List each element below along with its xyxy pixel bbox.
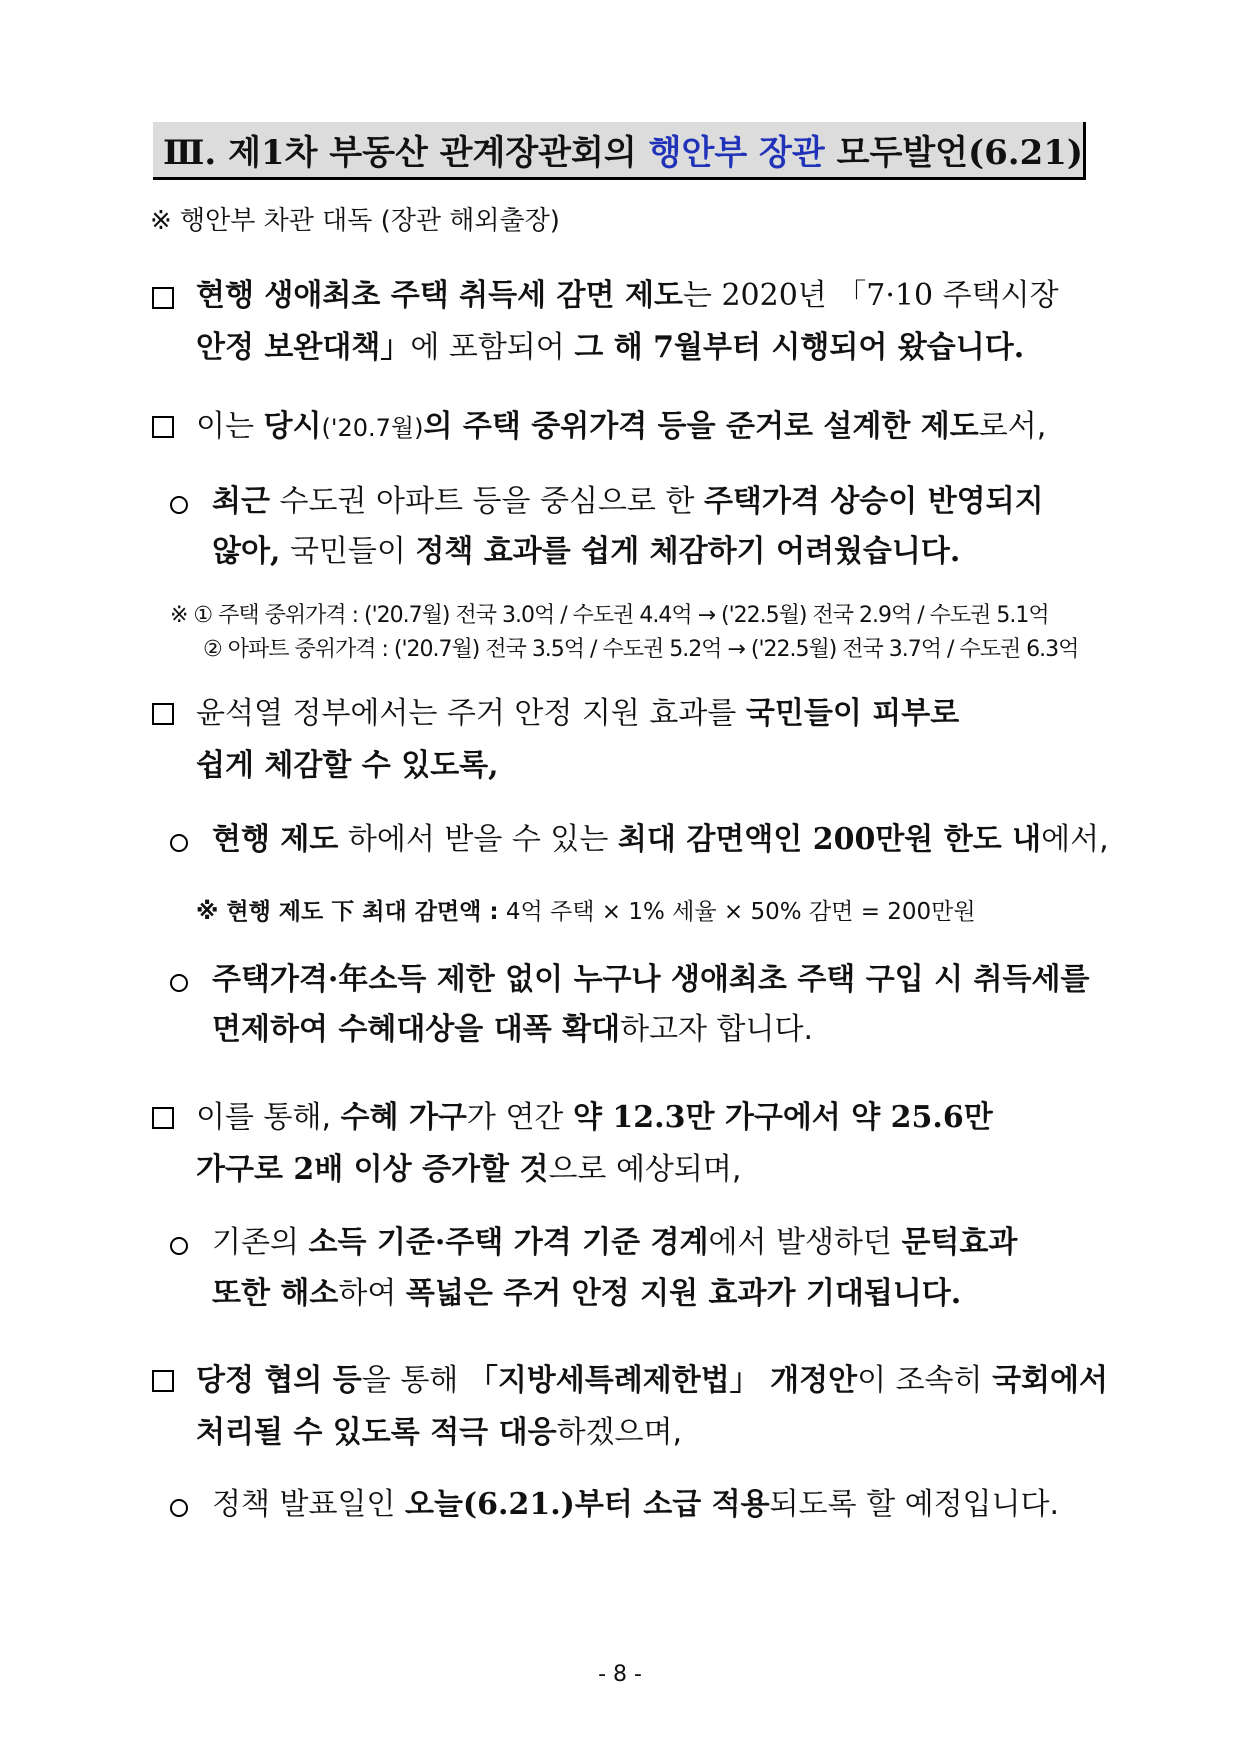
para4-text-2: 가 연간: [466, 1100, 564, 1135]
para3-sub1-text-2: 에서,: [1041, 822, 1109, 857]
para2-sub-text: 수도권 아파트 등을 중심으로 한: [279, 484, 695, 519]
para1-line1: [196, 272, 1059, 320]
para4-sub-bold-4: 폭넓은 주거 안정 지원 효과가 기대됩니다.: [405, 1276, 962, 1311]
para3-sub2-bold: 주택가격·年소득 제한 없이 누구나 생애최초 주택 구입 시 취득세를: [212, 962, 1090, 997]
circle-bullet-icon: [170, 496, 188, 514]
para2-bold-2: 의 주택 중위가격 등을 준거로 설계한 제도: [423, 409, 979, 444]
circle-bullet-icon: [170, 974, 188, 992]
para4-text: 이를 통해,: [196, 1100, 331, 1135]
para2-sub-bold-3: 않아,: [212, 534, 281, 569]
para2-text-2: 로서,: [978, 409, 1047, 444]
checkbox-bullet-icon: [152, 1370, 174, 1392]
para5-bold: 당정 협의 등: [196, 1363, 362, 1398]
para5-sub-text: 정책 발표일인: [212, 1487, 396, 1522]
para4-text-3: 으로 예상되며,: [548, 1152, 742, 1187]
para5-sub-bold: 오늘(6.21.)부터 소급 적용: [404, 1487, 770, 1522]
section-title: [153, 122, 1086, 180]
para4-sub-bold-3: 또한 해소: [212, 1276, 339, 1311]
page-number: - 8 -: [598, 1662, 642, 1687]
para5-sub-line: [212, 1481, 1059, 1529]
checkbox-bullet-icon: [152, 703, 174, 725]
para5-text-3: 하겠으며,: [556, 1415, 683, 1450]
para3-text: 윤석열 정부에서는 주거 안정 지원 효과를: [196, 696, 737, 731]
para4-line2: [196, 1146, 741, 1194]
para3-line2: [196, 742, 499, 790]
para5-bold-2: 「지방세특례제한법」 개정안: [467, 1363, 858, 1398]
para3-line1: [196, 690, 959, 738]
para4-line1: [196, 1094, 993, 1142]
substitute-note: ※ 행안부 차관 대독 (장관 해외출장): [150, 206, 560, 236]
circle-bullet-icon: [170, 834, 188, 852]
para2-bold: 당시: [263, 409, 322, 444]
para4-bold-3: 가구로 2배 이상 증가할 것: [196, 1152, 549, 1187]
para5-bold-4: 처리될 수 있도록 적극 대응: [196, 1415, 557, 1450]
median-price-note-1: ※ ① 주택 중위가격 : ('20.7월) 전국 3.0억 / 수도권 4.4억 → ('22.5월) 전국 2.9억 / 수도권 5.1억: [170, 603, 1049, 628]
para1-text: 는 2020년 「7·10 주택시장: [682, 278, 1059, 313]
max-reduction-label: ※ 현행 제도 下 최대 감면액 :: [196, 899, 499, 925]
checkbox-bullet-icon: [152, 287, 174, 309]
para2-sub-bold-4: 정책 효과를 쉽게 체감하기 어려웠습니다.: [415, 534, 961, 569]
para4-bold: 수혜 가구: [340, 1100, 467, 1135]
para5-sub-text-2: 되도록 할 예정입니다.: [769, 1487, 1060, 1522]
para4-sub-bold: 소득 기준·주택 가격 기준 경계: [308, 1225, 709, 1260]
para2-sub-bold: 최근: [212, 484, 270, 519]
para3-sub2-text: 하고자 합니다.: [620, 1012, 814, 1047]
para4-sub-text-3: 하여: [338, 1276, 397, 1311]
para1-bold-2: 안정 보완대책」: [196, 330, 411, 365]
circle-bullet-icon: [170, 1237, 188, 1255]
para3-bold-2: 쉽게 체감할 수 있도록,: [196, 748, 499, 783]
checkbox-bullet-icon: [152, 1107, 174, 1129]
para2-sub-line1: [212, 478, 1044, 526]
para5-bold-3: 국회에서: [992, 1363, 1108, 1398]
checkbox-bullet-icon: [152, 416, 174, 438]
para2-sub-text-2: 국민들이: [289, 534, 406, 569]
para5-text: 을 통해: [361, 1363, 459, 1398]
para3-sub2-bold-2: 면제하여 수혜대상을 대폭 확대: [212, 1012, 621, 1047]
para2-line1: [196, 403, 1046, 452]
para2-date: ('20.7월): [321, 414, 424, 442]
para4-sub-bold-2: 문턱효과: [901, 1225, 1018, 1260]
title-suffix: 모두발언(6.21): [836, 133, 1083, 173]
para3-sub1-bold-2: 최대 감면액인 200만원 한도 내: [617, 822, 1042, 857]
para4-sub-text: 기존의: [212, 1225, 299, 1260]
title-highlight: 행안부 장관: [648, 133, 825, 173]
para5-text-2: 이 조속히: [857, 1363, 983, 1398]
circle-bullet-icon: [170, 1499, 188, 1517]
para3-sub1-text: 하에서 받을 수 있는: [347, 822, 609, 857]
max-reduction-note: [196, 893, 976, 926]
para3-sub2-line2: [212, 1006, 813, 1054]
para4-sub-line1: [212, 1219, 1017, 1267]
para5-line1: [196, 1357, 1108, 1405]
median-price-note-2: ② 아파트 중위가격 : ('20.7월) 전국 3.5억 / 수도권 5.2억 → ('22.5월) 전국 3.7억 / 수도권 6.3억: [203, 637, 1079, 662]
para1-bold-3: 그 해 7월부터 시행되어 왔습니다.: [574, 330, 1025, 365]
para2-text: 이는: [196, 409, 254, 444]
para3-sub1-line: [212, 816, 1109, 864]
max-reduction-formula: 4억 주택 × 1% 세율 × 50% 감면 = 200만원: [505, 899, 976, 925]
para1-text-2: 에 포함되어: [410, 330, 565, 365]
para1-bold: 현행 생애최초 주택 취득세 감면 제도: [196, 278, 683, 313]
title-prefix: Ⅲ. 제1차 부동산 관계장관회의: [163, 133, 637, 173]
para4-sub-line2: [212, 1270, 961, 1318]
para1-line2: [196, 324, 1024, 372]
para4-sub-text-2: 에서 발생하던: [708, 1225, 892, 1260]
para2-sub-bold-2: 주택가격 상승이 반영되지: [703, 484, 1044, 519]
para3-bold: 국민들이 피부로: [745, 696, 960, 731]
para3-sub2-line1: [212, 956, 1089, 1004]
para5-line2: [196, 1409, 682, 1457]
para4-bold-2: 약 12.3만 가구에서 약 25.6만: [572, 1100, 993, 1135]
para2-sub-line2: [212, 528, 960, 576]
para3-sub1-bold: 현행 제도: [212, 822, 339, 857]
